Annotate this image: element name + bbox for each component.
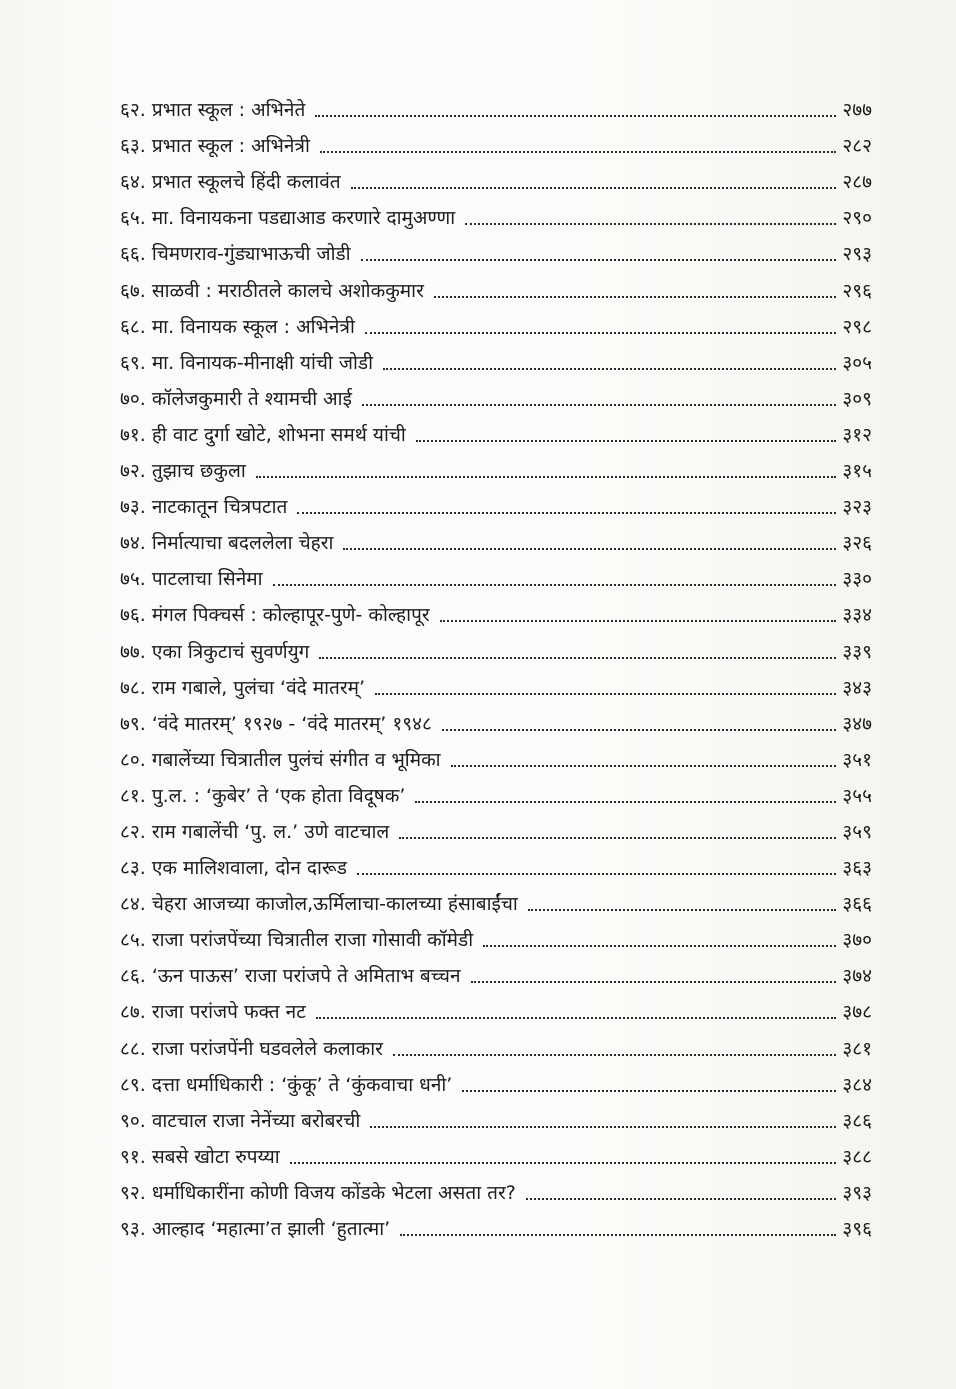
dot-leader [451, 765, 837, 767]
dot-leader [400, 1234, 836, 1236]
toc-entry [120, 555, 872, 591]
toc-entry-title: धर्माधिकारींना कोणी विजय कोंडके भेटला असता तर? [151, 1181, 516, 1204]
toc-entry-page-number: २८७ [842, 171, 872, 194]
toc-entry [120, 1133, 872, 1169]
toc-entry-page-number: ३८४ [842, 1073, 872, 1096]
dot-leader [273, 584, 837, 586]
toc-entry [120, 772, 872, 808]
toc-entry-number: ७६. [120, 604, 146, 627]
dot-leader [316, 1017, 837, 1019]
toc-entry-number: ७४. [120, 532, 146, 555]
dot-leader [442, 729, 836, 731]
toc-entry [120, 303, 872, 339]
toc-entry-number: ८०. [120, 748, 146, 771]
toc-entry-number: ८९. [120, 1073, 146, 1096]
toc-entry [120, 988, 872, 1024]
toc-entry-number: ९०. [120, 1109, 146, 1132]
dot-leader [399, 837, 836, 839]
toc-entry [120, 158, 872, 194]
toc-entry-page-number: ३१५ [842, 460, 872, 483]
toc-entry-number: ८५. [120, 929, 146, 952]
toc-entry-title: निर्मात्याचा बदललेला चेहरा [151, 532, 334, 555]
toc-entry [120, 339, 872, 375]
toc-entry-page-number: ३२६ [842, 532, 872, 555]
toc-entry [120, 591, 872, 627]
toc-entry-number: ७१. [120, 423, 146, 446]
toc-entry-title: मा. विनायक-मीनाक्षी यांची जोडी [151, 351, 373, 374]
toc-entry-number: ८३. [120, 857, 146, 880]
toc-entry-number: ९१. [120, 1145, 146, 1168]
toc-entry-page-number: ३८६ [842, 1109, 872, 1132]
toc-entry-title: पाटलाचा सिनेमा [151, 568, 263, 591]
toc-entry [120, 266, 872, 302]
toc-entry-title: मा. विनायकना पडद्याआड करणारे दामुअण्णा [151, 207, 456, 230]
dot-leader [415, 801, 836, 803]
toc-entry-page-number: ३८८ [842, 1145, 872, 1168]
toc-entry-title: ही वाट दुर्गा खोटे, शोभना समर्थ यांची [151, 423, 406, 446]
toc-entry-title: प्रभात स्कूल : अभिनेत्री [151, 135, 310, 158]
toc-entry-page-number: ३७० [842, 929, 872, 952]
toc-entry [120, 880, 872, 916]
dot-leader [370, 1126, 836, 1128]
dot-leader [526, 1198, 836, 1200]
toc-entry [120, 736, 872, 772]
toc-entry-page-number: ३३४ [842, 604, 872, 627]
toc-entry-page-number: ३१२ [842, 423, 872, 446]
toc-entry [120, 447, 872, 483]
toc-entry [120, 194, 872, 230]
toc-entry-number: ७७. [120, 640, 146, 663]
dot-leader [375, 693, 836, 695]
dot-leader [440, 620, 837, 622]
toc-entry-page-number: ३४७ [842, 712, 872, 735]
toc-entry [120, 483, 872, 519]
toc-entry-page-number: ३०९ [842, 387, 872, 410]
toc-entry-title: ‘ऊन पाऊस’ राजा परांजपे ते अमिताभ बच्चन [151, 965, 461, 988]
toc-entry-number: ६२. [120, 99, 146, 122]
toc-entry-number: ८७. [120, 1001, 146, 1024]
dot-leader [416, 440, 837, 442]
toc-entry-title: राजा परांजपे फक्त नट [151, 1001, 306, 1024]
toc-entry-number: ८४. [120, 893, 146, 916]
toc-entry-page-number: २७७ [842, 99, 872, 122]
toc-entry-number: ७९. [120, 712, 146, 735]
toc-entry-number: ९३. [120, 1218, 146, 1240]
dot-leader [362, 404, 836, 406]
toc-entry-page-number: २८२ [842, 135, 872, 158]
toc-entry-title: तुझाच छकुला [151, 460, 246, 483]
toc-entry [120, 808, 872, 844]
toc-entry-page-number: ३५९ [842, 820, 872, 843]
dot-leader [471, 981, 837, 983]
toc-entry [120, 916, 872, 952]
toc-entry-page-number: २९० [842, 207, 872, 230]
toc-entry-title: गबालेंच्या चित्रातील पुलंचं संगीत व भूमिका [151, 748, 441, 771]
toc-entry-title: दत्ता धर्माधिकारी : ‘कुंकू’ ते ‘कुंकवाचा धनी’ [151, 1073, 453, 1096]
toc-entry [120, 952, 872, 988]
toc-entry-number: ६६. [120, 243, 146, 266]
toc-entry-number: ८६. [120, 965, 146, 988]
toc-entry-page-number: ३५५ [842, 784, 872, 807]
toc-entry-number: ६४. [120, 171, 146, 194]
toc-entry-number: ८८. [120, 1037, 146, 1060]
toc-entry-number: ६५. [120, 207, 146, 230]
toc-entry [120, 1024, 872, 1060]
toc-entry-number: ७५. [120, 568, 146, 591]
dot-leader [357, 873, 837, 875]
toc-entry [120, 230, 872, 266]
toc-entry-page-number: ३८१ [842, 1037, 872, 1060]
toc-entry [120, 1205, 872, 1241]
toc-entry-title: राम गबाले, पुलंचा ‘वंदे मातरम्’ [151, 676, 366, 699]
toc-entry [120, 411, 872, 447]
toc-entry-number: ७०. [120, 387, 146, 410]
toc-entry-title: चिमणराव-गुंड्याभाऊची जोडी [151, 243, 351, 266]
toc-entry-number: ६८. [120, 315, 146, 338]
toc-entry-page-number: ३३९ [842, 640, 872, 663]
toc-entry-title: एका त्रिकुटाचं सुवर्णयुग [151, 640, 310, 663]
dot-leader [462, 1090, 836, 1092]
table-of-contents [120, 86, 872, 1241]
toc-entry-title: साळवी : मराठीतले कालचे अशोककुमार [151, 279, 424, 302]
toc-entry-title: राजा परांजपेंनी घडवलेले कलाकार [151, 1037, 383, 1060]
toc-entry-number: ६७. [120, 279, 146, 302]
toc-entry [120, 1097, 872, 1133]
toc-entry [120, 122, 872, 158]
toc-entry-page-number: ३९६ [842, 1218, 872, 1240]
toc-entry-title: नाटकातून चित्रपटात [151, 496, 288, 519]
toc-entry-page-number: २९३ [842, 243, 872, 266]
toc-entry [120, 700, 872, 736]
toc-entry-page-number: ३९३ [842, 1181, 872, 1204]
dot-leader [365, 332, 836, 334]
toc-entry-page-number: ३६६ [842, 893, 872, 916]
toc-entry [120, 86, 872, 122]
dot-leader [528, 909, 837, 911]
toc-entry-page-number: ३७४ [842, 965, 872, 988]
toc-entry-title: एक मालिशवाला, दोन दारूड [151, 857, 347, 880]
toc-entry-page-number: २९६ [842, 279, 872, 302]
toc-entry-page-number: ३७८ [842, 1001, 872, 1024]
toc-entry [120, 375, 872, 411]
toc-entry-number: ६३. [120, 135, 146, 158]
toc-entry-page-number: ३२३ [842, 496, 872, 519]
toc-entry [120, 1061, 872, 1097]
dot-leader [434, 296, 837, 298]
toc-entry-number: ८१. [120, 784, 146, 807]
toc-entry-number: ७८. [120, 676, 146, 699]
toc-entry-number: ७२. [120, 460, 146, 483]
dot-leader [383, 368, 836, 370]
dot-leader [361, 259, 837, 261]
toc-entry-number: ६९. [120, 351, 146, 374]
toc-entry-title: मा. विनायक स्कूल : अभिनेत्री [151, 315, 355, 338]
toc-entry [120, 627, 872, 663]
dot-leader [465, 223, 836, 225]
toc-entry-title: राजा परांजपेंच्या चित्रातील राजा गोसावी कॉमेडी [151, 929, 474, 952]
dot-leader [256, 476, 837, 478]
dot-leader [297, 512, 836, 514]
toc-entry [120, 1169, 872, 1205]
toc-entry-title: प्रभात स्कूल : अभिनेते [151, 99, 306, 122]
toc-entry-page-number: ३३० [842, 568, 872, 591]
toc-entry-title: पु.ल. : ‘कुबेर’ ते ‘एक होता विदूषक’ [151, 784, 406, 807]
dot-leader [315, 115, 836, 117]
toc-entry-title: कॉलेजकुमारी ते श्यामची आई [151, 387, 352, 410]
toc-entry-number: ७३. [120, 496, 146, 519]
toc-entry-page-number: २९८ [842, 315, 872, 338]
toc-entry-page-number: ३०५ [842, 351, 872, 374]
toc-entry-title: प्रभात स्कूलचे हिंदी कलावंत [151, 171, 341, 194]
toc-entry [120, 664, 872, 700]
toc-entry-title: आल्हाद ‘महात्मा’त झाली ‘हुतात्मा’ [151, 1218, 391, 1240]
dot-leader [393, 1054, 836, 1056]
dot-leader [319, 657, 836, 659]
dot-leader [351, 187, 837, 189]
toc-entry-title: राम गबालेंची ‘पु. ल.’ उणे वाटचाल [151, 820, 390, 843]
toc-entry-page-number: ३४३ [842, 676, 872, 699]
dot-leader [483, 945, 836, 947]
toc-entry [120, 519, 872, 555]
dot-leader [343, 548, 836, 550]
dot-leader [290, 1162, 837, 1164]
dot-leader [320, 151, 836, 153]
toc-entry-title: ‘वंदे मातरम्’ १९२७ - ‘वंदे मातरम्’ १९४८ [151, 712, 432, 735]
toc-entry-number: ९२. [120, 1181, 146, 1204]
toc-entry [120, 844, 872, 880]
toc-entry-page-number: ३६३ [842, 857, 872, 880]
toc-entry-title: चेहरा आजच्या काजोल,ऊर्मिलाचा-कालच्या हंसाबाईंचा [151, 893, 518, 916]
toc-entry-title: मंगल पिक्चर्स : कोल्हापूर-पुणे- कोल्हापूर [151, 604, 430, 627]
toc-entry-title: सबसे खोटा रुपय्या [151, 1145, 280, 1168]
toc-entry-page-number: ३५१ [842, 748, 872, 771]
toc-entry-title: वाटचाल राजा नेनेंच्या बरोबरची [151, 1109, 361, 1132]
toc-entry-number: ८२. [120, 820, 146, 843]
